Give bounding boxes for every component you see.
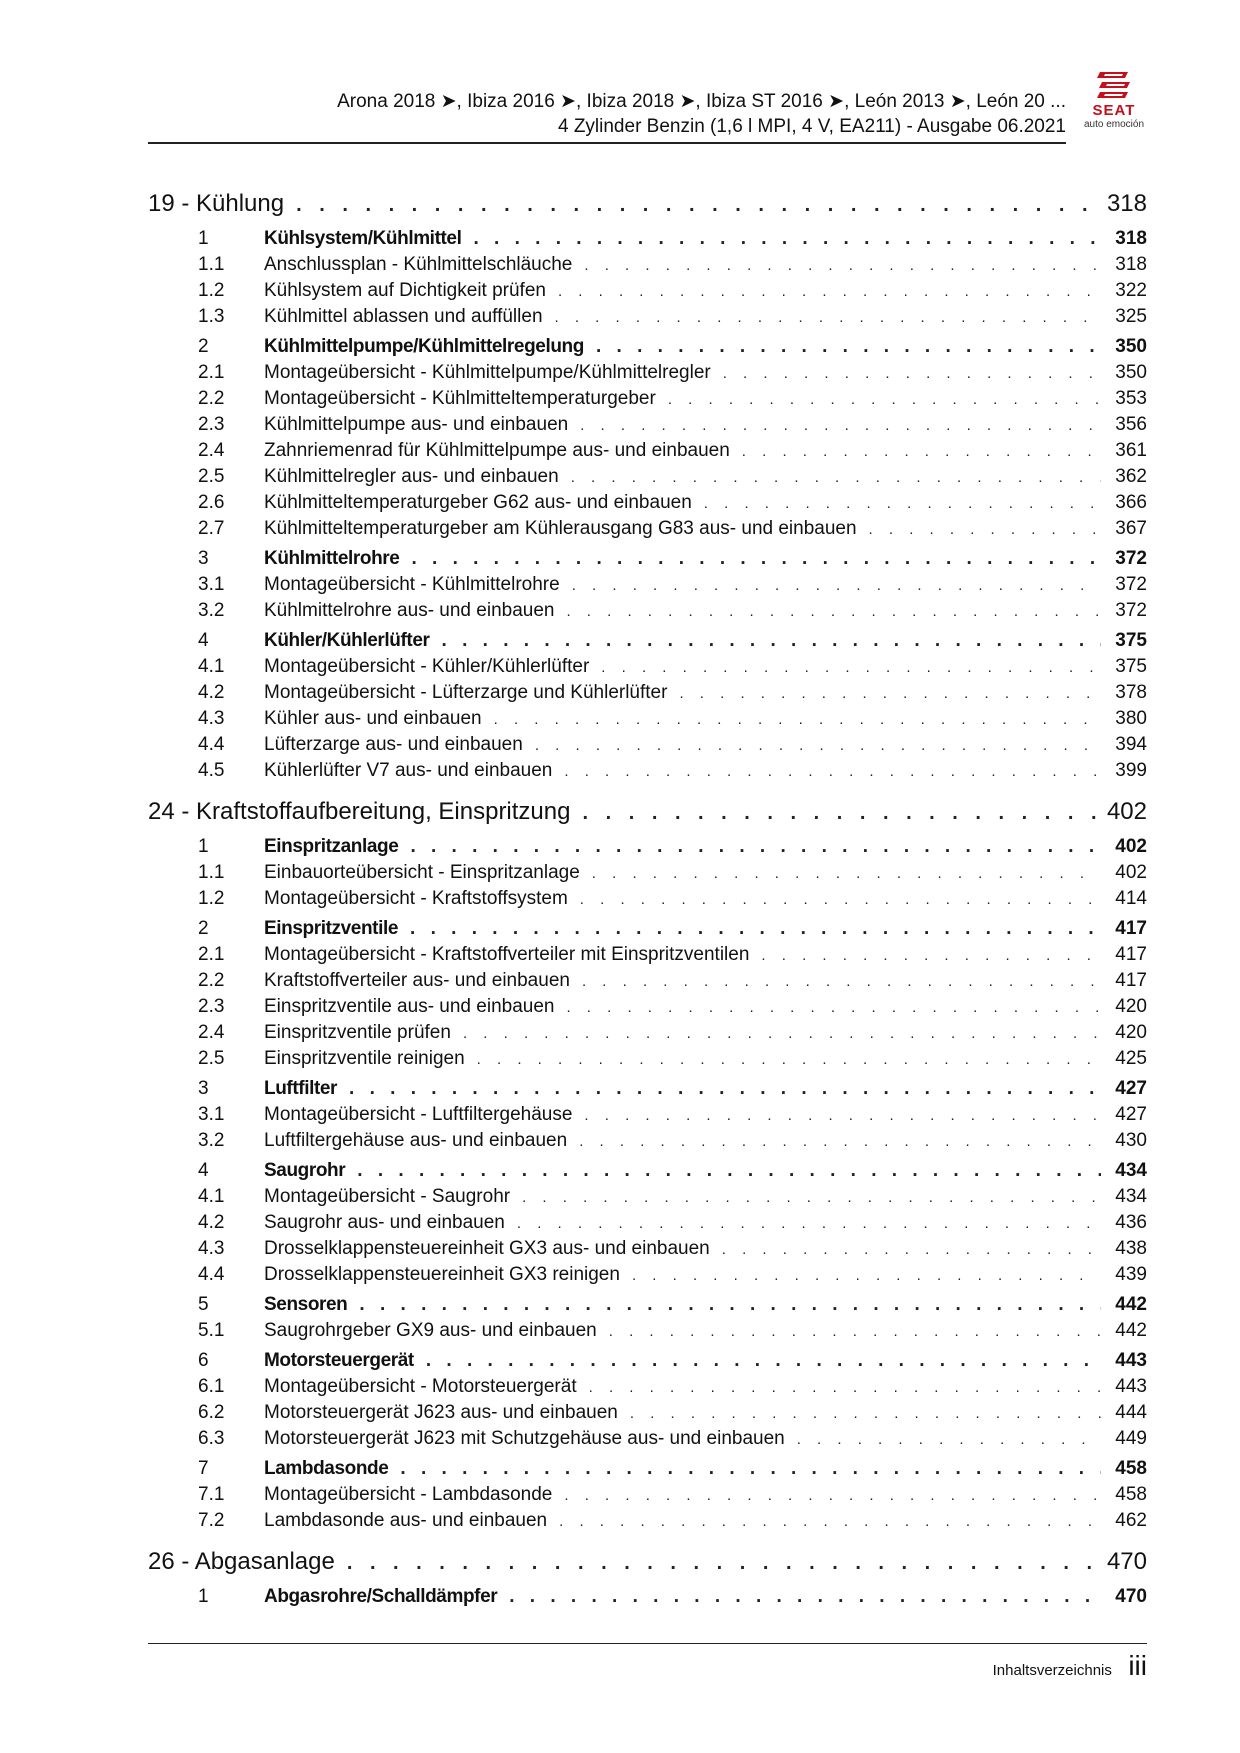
toc-entry-page: 325: [1115, 306, 1147, 327]
toc-entry-title: Montageübersicht - Luftfiltergehäuse: [264, 1104, 573, 1125]
toc-entry-title: Montageübersicht - Saugrohr: [264, 1186, 511, 1207]
footer-label: Inhaltsverzeichnis: [992, 1662, 1112, 1679]
dot-leader: [580, 413, 1101, 439]
toc-entry-title: Montageübersicht - Lüfterzarge und Kühlerlüfter: [264, 682, 668, 703]
footer-divider: [148, 1643, 1147, 1644]
toc-entry-page: 372: [1115, 600, 1147, 621]
toc-entry-title: Drosselklappensteuereinheit GX3 aus- und einbauen: [264, 1238, 710, 1259]
toc-sub-entry[interactable]: [148, 1482, 1147, 1508]
toc-entry-number: 4.3: [198, 1238, 225, 1259]
toc-entry-title: Montageübersicht - Kühlmittelpumpe/Kühlmittelregler: [264, 362, 711, 383]
toc-entry-page: 439: [1115, 1264, 1147, 1285]
toc-entry-page: 318: [1115, 228, 1147, 249]
toc-sub-entry[interactable]: [148, 1184, 1147, 1210]
toc-entry-title: Montageübersicht - Kraftstoffsystem: [264, 888, 568, 909]
dot-leader: [410, 834, 1101, 860]
toc-entry-number: 1: [198, 228, 209, 249]
header-engine-line: 4 Zylinder Benzin (1,6 l MPI, 4 V, EA211) - Ausgabe 06.2021: [557, 116, 1066, 137]
toc-section-entry[interactable]: [148, 1292, 1147, 1318]
toc-entry-number: 4: [198, 630, 209, 651]
dot-leader: [400, 1456, 1101, 1482]
dot-leader: [584, 253, 1101, 279]
dot-leader: [704, 491, 1101, 517]
toc-entry-number: 2.4: [198, 440, 225, 461]
dot-leader: [473, 226, 1101, 252]
toc-entry-number: 2: [198, 918, 209, 939]
toc-entry-title: Luftfilter: [264, 1078, 338, 1099]
seat-logo: [1074, 70, 1154, 136]
toc-sub-entry[interactable]: [148, 1318, 1147, 1344]
toc-entry-number: 3.2: [198, 600, 225, 621]
toc-entry-page: 402: [1115, 862, 1147, 883]
toc-entry-page: 380: [1115, 708, 1147, 729]
toc-entry-number: 5: [198, 1294, 209, 1315]
toc-entry-title: Montageübersicht - Kraftstoffverteiler mit Einspritzventilen: [264, 944, 750, 965]
toc-sub-entry[interactable]: [148, 1374, 1147, 1400]
toc-entry-page: 442: [1115, 1294, 1147, 1315]
toc-entry-page: 442: [1115, 1320, 1147, 1341]
toc-entry-page: 367: [1115, 518, 1147, 539]
toc-entry-number: 3.1: [198, 574, 225, 595]
toc-entry-page: 417: [1115, 970, 1147, 991]
toc-sub-entry[interactable]: [148, 598, 1147, 624]
toc-section-entry[interactable]: [148, 916, 1147, 942]
toc-entry-page: 417: [1115, 918, 1147, 939]
toc-entry-page: 427: [1115, 1078, 1147, 1099]
toc-entry-page: 444: [1115, 1402, 1147, 1423]
toc-entry-page: 420: [1115, 1022, 1147, 1043]
toc-entry-page: 458: [1115, 1458, 1147, 1479]
toc-sub-entry[interactable]: [148, 1102, 1147, 1128]
toc-entry-number: 4.4: [198, 1264, 225, 1285]
toc-entry-title: Saugrohr aus- und einbauen: [264, 1212, 505, 1233]
toc-sub-entry[interactable]: [148, 278, 1147, 304]
toc-entry-number: 1.1: [198, 862, 225, 883]
dot-leader: [509, 1584, 1101, 1610]
toc-section-entry[interactable]: [148, 1076, 1147, 1102]
toc-entry-title: Kühler/Kühlerlüfter: [264, 630, 430, 651]
dot-leader: [761, 943, 1101, 969]
toc-chapter-entry[interactable]: [148, 186, 1147, 222]
toc-section-entry[interactable]: [148, 834, 1147, 860]
toc-entry-title: Montageübersicht - Kühlmitteltemperaturgeber: [264, 388, 656, 409]
toc-entry-title: Abgasrohre/Schalldämpfer: [264, 1586, 498, 1607]
toc-entry-number: 7: [198, 1458, 209, 1479]
toc-sub-entry[interactable]: [148, 516, 1147, 542]
toc-entry-title: 24 - Kraftstoffaufbereitung, Einspritzung: [148, 798, 571, 825]
toc-sub-entry[interactable]: [148, 732, 1147, 758]
toc-entry-number: 2.1: [198, 944, 225, 965]
toc-sub-entry[interactable]: [148, 386, 1147, 412]
dot-leader: [722, 1237, 1101, 1263]
dot-leader: [589, 1375, 1101, 1401]
dot-leader: [522, 1185, 1101, 1211]
toc-entry-title: Kühlsystem auf Dichtigkeit prüfen: [264, 280, 546, 301]
toc-entry-number: 4.1: [198, 1186, 225, 1207]
toc-entry-page: 443: [1115, 1376, 1147, 1397]
dot-leader: [566, 995, 1101, 1021]
toc-sub-entry[interactable]: [148, 1400, 1147, 1426]
toc-entry-number: 1.3: [198, 306, 225, 327]
toc-entry-page: 362: [1115, 466, 1147, 487]
toc-sub-entry[interactable]: [148, 1020, 1147, 1046]
toc-section-entry[interactable]: [148, 1348, 1147, 1374]
toc-entry-page: 375: [1115, 630, 1147, 651]
toc-entry-title: Motorsteuergerät J623 aus- und einbauen: [264, 1402, 618, 1423]
toc-entry-page: 436: [1115, 1212, 1147, 1233]
toc-entry-title: Einspritzventile: [264, 918, 399, 939]
toc-entry-page: 318: [1106, 190, 1147, 217]
toc-entry-title: Saugrohrgeber GX9 aus- und einbauen: [264, 1320, 597, 1341]
toc-sub-entry[interactable]: [148, 1128, 1147, 1154]
dot-leader: [582, 969, 1101, 995]
toc-entry-number: 1.2: [198, 280, 225, 301]
dot-leader: [601, 655, 1101, 681]
toc-entry-title: Kühlmittelrohre aus- und einbauen: [264, 600, 555, 621]
toc-entry-number: 4.5: [198, 760, 225, 781]
dot-leader: [357, 1158, 1101, 1184]
toc-entry-page: 462: [1115, 1510, 1147, 1531]
toc-entry-title: Montageübersicht - Motorsteuergerät: [264, 1376, 577, 1397]
toc-entry-number: 2.2: [198, 970, 225, 991]
toc-entry-page: 372: [1115, 574, 1147, 595]
toc-entry-title: Sensoren: [264, 1294, 348, 1315]
toc-section-entry[interactable]: [148, 334, 1147, 360]
dot-leader: [463, 1021, 1101, 1047]
toc-entry-number: 1.2: [198, 888, 225, 909]
dot-leader: [517, 1211, 1101, 1237]
toc-sub-entry[interactable]: [148, 942, 1147, 968]
toc-entry-title: Luftfiltergehäuse aus- und einbauen: [264, 1130, 568, 1151]
toc-chapter-entry[interactable]: [148, 794, 1147, 830]
toc-entry-title: Lambdasonde aus- und einbauen: [264, 1510, 548, 1531]
dot-leader: [564, 759, 1101, 785]
toc-entry-title: Montageübersicht - Lambdasonde: [264, 1484, 553, 1505]
toc-sub-entry[interactable]: [148, 1426, 1147, 1452]
dot-leader: [564, 1483, 1101, 1509]
toc-entry-number: 4.3: [198, 708, 225, 729]
dot-leader: [797, 1427, 1101, 1453]
dot-leader: [723, 361, 1101, 387]
toc-entry-number: 6.2: [198, 1402, 225, 1423]
dot-leader: [582, 795, 1100, 831]
toc-entry-page: 378: [1115, 682, 1147, 703]
dot-leader: [592, 861, 1101, 887]
toc-entry-title: Kraftstoffverteiler aus- und einbauen: [264, 970, 570, 991]
toc-entry-title: Lüfterzarge aus- und einbauen: [264, 734, 523, 755]
toc-entry-number: 2.5: [198, 466, 225, 487]
toc-chapter-entry[interactable]: [148, 1544, 1147, 1580]
toc-entry-number: 2.6: [198, 492, 225, 513]
toc-section-entry[interactable]: [148, 628, 1147, 654]
toc-entry-page: 425: [1115, 1048, 1147, 1069]
toc-entry-page: 438: [1115, 1238, 1147, 1259]
toc-section-entry[interactable]: [148, 226, 1147, 252]
toc-entry-page: 470: [1106, 1548, 1147, 1575]
toc-entry-title: Einspritzanlage: [264, 836, 399, 857]
dot-leader: [869, 517, 1101, 543]
dot-leader: [668, 387, 1101, 413]
toc-entry-title: Kühlmittel ablassen und auffüllen: [264, 306, 543, 327]
toc-entry-number: 2.4: [198, 1022, 225, 1043]
dot-leader: [535, 733, 1101, 759]
header-models-line: Arona 2018 ➤, Ibiza 2016 ➤, Ibiza 2018 ➤, Ibiza ST 2016 ➤, León 2013 ➤, León 20 ...: [337, 91, 1066, 112]
toc-sub-entry[interactable]: [148, 412, 1147, 438]
toc-entry-title: Kühlmittelrohre: [264, 548, 400, 569]
dot-leader: [571, 465, 1101, 491]
toc-entry-title: Zahnriemenrad für Kühlmittelpumpe aus- und einbauen: [264, 440, 730, 461]
dot-leader: [349, 1076, 1101, 1102]
toc-sub-entry[interactable]: [148, 304, 1147, 330]
toc-entry-title: 26 - Abgasanlage: [148, 1548, 335, 1575]
toc-entry-title: Motorsteuergerät: [264, 1350, 414, 1371]
toc-entry-page: 402: [1115, 836, 1147, 857]
toc-sub-entry[interactable]: [148, 680, 1147, 706]
toc-entry-page: 318: [1115, 254, 1147, 275]
running-header: [148, 86, 1066, 141]
toc-entry-title: Kühlerlüfter V7 aus- und einbauen: [264, 760, 553, 781]
toc-sub-entry[interactable]: [148, 464, 1147, 490]
toc-sub-entry[interactable]: [148, 252, 1147, 278]
toc-sub-entry[interactable]: [148, 572, 1147, 598]
dot-leader: [410, 916, 1101, 942]
toc-entry-page: 322: [1115, 280, 1147, 301]
toc-entry-page: 434: [1115, 1160, 1147, 1181]
logo-brand-text: SEAT: [1092, 102, 1136, 119]
toc-entry-page: 356: [1115, 414, 1147, 435]
toc-entry-number: 4.2: [198, 682, 225, 703]
toc-entry-page: 372: [1115, 548, 1147, 569]
toc-entry-page: 375: [1115, 656, 1147, 677]
toc-section-entry[interactable]: [148, 1456, 1147, 1482]
dot-leader: [559, 1509, 1101, 1535]
toc-section-entry[interactable]: [148, 546, 1147, 572]
toc-entry-number: 5.1: [198, 1320, 225, 1341]
toc-entry-page: 394: [1115, 734, 1147, 755]
toc-entry-number: 4.4: [198, 734, 225, 755]
toc-entry-title: 19 - Kühlung: [148, 190, 285, 217]
dot-leader: [477, 1047, 1101, 1073]
toc-entry-page: 443: [1115, 1350, 1147, 1371]
toc-entry-number: 4.1: [198, 656, 225, 677]
toc-entry-number: 7.1: [198, 1484, 225, 1505]
toc-entry-number: 2.1: [198, 362, 225, 383]
toc-entry-title: Kühlmitteltemperaturgeber am Kühlerausgang G83 aus- und einbauen: [264, 518, 857, 539]
toc-entry-title: Saugrohr: [264, 1160, 346, 1181]
dot-leader: [359, 1292, 1101, 1318]
toc-sub-entry[interactable]: [148, 886, 1147, 912]
dot-leader: [442, 628, 1101, 654]
toc-entry-number: 3.2: [198, 1130, 225, 1151]
toc-entry-page: 402: [1106, 798, 1147, 825]
toc-entry-page: 434: [1115, 1186, 1147, 1207]
toc-sub-entry[interactable]: [148, 490, 1147, 516]
toc-entry-page: 430: [1115, 1130, 1147, 1151]
toc-entry-number: 7.2: [198, 1510, 225, 1531]
dot-leader: [347, 1545, 1101, 1581]
dot-leader: [609, 1319, 1101, 1345]
toc-sub-entry[interactable]: [148, 360, 1147, 386]
toc-entry-number: 3.1: [198, 1104, 225, 1125]
toc-sub-entry[interactable]: [148, 1210, 1147, 1236]
toc-entry-page: 427: [1115, 1104, 1147, 1125]
toc-entry-page: 414: [1115, 888, 1147, 909]
toc-sub-entry[interactable]: [148, 860, 1147, 886]
toc-entry-number: 6.3: [198, 1428, 225, 1449]
toc-entry-title: Montageübersicht - Kühler/Kühlerlüfter: [264, 656, 590, 677]
toc-entry-number: 1: [198, 836, 209, 857]
toc-entry-number: 2: [198, 336, 209, 357]
toc-entry-number: 4: [198, 1160, 209, 1181]
dot-leader: [426, 1348, 1101, 1374]
toc-entry-title: Einspritzventile prüfen: [264, 1022, 451, 1043]
toc-section-entry[interactable]: [148, 1584, 1147, 1610]
toc-entry-number: 2.5: [198, 1048, 225, 1069]
toc-entry-page: 399: [1115, 760, 1147, 781]
dot-leader: [411, 546, 1101, 572]
toc-entry-number: 2.2: [198, 388, 225, 409]
dot-leader: [580, 887, 1101, 913]
dot-leader: [494, 707, 1101, 733]
toc-sub-entry[interactable]: [148, 706, 1147, 732]
toc-entry-page: 420: [1115, 996, 1147, 1017]
seat-emblem-icon: [1096, 70, 1132, 102]
table-of-contents: [148, 186, 1147, 1610]
dot-leader: [742, 439, 1101, 465]
toc-sub-entry[interactable]: [148, 1262, 1147, 1288]
toc-entry-page: 366: [1115, 492, 1147, 513]
toc-sub-entry[interactable]: [148, 1236, 1147, 1262]
toc-entry-number: 2.3: [198, 996, 225, 1017]
toc-sub-entry[interactable]: [148, 438, 1147, 464]
toc-entry-page: 470: [1115, 1586, 1147, 1607]
toc-entry-number: 4.2: [198, 1212, 225, 1233]
dot-leader: [584, 1103, 1101, 1129]
toc-entry-title: Kühlmittelpumpe aus- und einbauen: [264, 414, 569, 435]
dot-leader: [630, 1401, 1101, 1427]
toc-entry-title: Montageübersicht - Kühlmittelrohre: [264, 574, 560, 595]
toc-sub-entry[interactable]: [148, 994, 1147, 1020]
dot-leader: [632, 1263, 1101, 1289]
toc-entry-title: Anschlussplan - Kühlmittelschläuche: [264, 254, 573, 275]
toc-entry-page: 350: [1115, 336, 1147, 357]
toc-sub-entry[interactable]: [148, 1508, 1147, 1534]
toc-entry-title: Einbauorteübersicht - Einspritzanlage: [264, 862, 580, 883]
toc-entry-number: 1.1: [198, 254, 225, 275]
toc-entry-title: Kühlsystem/Kühlmittel: [264, 228, 462, 249]
toc-sub-entry[interactable]: [148, 1046, 1147, 1072]
toc-entry-title: Einspritzventile reinigen: [264, 1048, 465, 1069]
footer-page-number: iii: [1128, 1650, 1147, 1681]
toc-entry-number: 6.1: [198, 1376, 225, 1397]
toc-entry-title: Kühlmitteltemperaturgeber G62 aus- und einbauen: [264, 492, 692, 513]
dot-leader: [296, 187, 1101, 223]
toc-entry-title: Lambdasonde: [264, 1458, 389, 1479]
toc-entry-number: 3: [198, 548, 209, 569]
toc-entry-title: Einspritzventile aus- und einbauen: [264, 996, 555, 1017]
toc-entry-page: 361: [1115, 440, 1147, 461]
dot-leader: [596, 334, 1101, 360]
toc-entry-title: Motorsteuergerät J623 mit Schutzgehäuse aus- und einbauen: [264, 1428, 785, 1449]
toc-entry-page: 353: [1115, 388, 1147, 409]
toc-sub-entry[interactable]: [148, 654, 1147, 680]
toc-entry-number: 2.3: [198, 414, 225, 435]
header-divider: [148, 142, 1066, 144]
toc-sub-entry[interactable]: [148, 968, 1147, 994]
toc-entry-title: Kühlmittelregler aus- und einbauen: [264, 466, 559, 487]
toc-entry-number: 1: [198, 1586, 209, 1607]
toc-entry-title: Drosselklappensteuereinheit GX3 reinigen: [264, 1264, 620, 1285]
dot-leader: [555, 305, 1101, 331]
dot-leader: [579, 1129, 1101, 1155]
toc-entry-number: 3: [198, 1078, 209, 1099]
toc-entry-number: 6: [198, 1350, 209, 1371]
dot-leader: [558, 279, 1101, 305]
toc-sub-entry[interactable]: [148, 758, 1147, 784]
toc-entry-page: 417: [1115, 944, 1147, 965]
toc-entry-title: Kühlmittelpumpe/Kühlmittelregelung: [264, 336, 584, 357]
dot-leader: [679, 681, 1101, 707]
dot-leader: [572, 573, 1101, 599]
logo-slogan-text: auto emoción: [1083, 119, 1145, 130]
toc-section-entry[interactable]: [148, 1158, 1147, 1184]
toc-entry-title: Kühler aus- und einbauen: [264, 708, 482, 729]
toc-entry-page: 350: [1115, 362, 1147, 383]
dot-leader: [566, 599, 1101, 625]
page-footer: [993, 1650, 1147, 1682]
toc-entry-number: 2.7: [198, 518, 225, 539]
toc-entry-page: 458: [1115, 1484, 1147, 1505]
toc-entry-page: 449: [1115, 1428, 1147, 1449]
